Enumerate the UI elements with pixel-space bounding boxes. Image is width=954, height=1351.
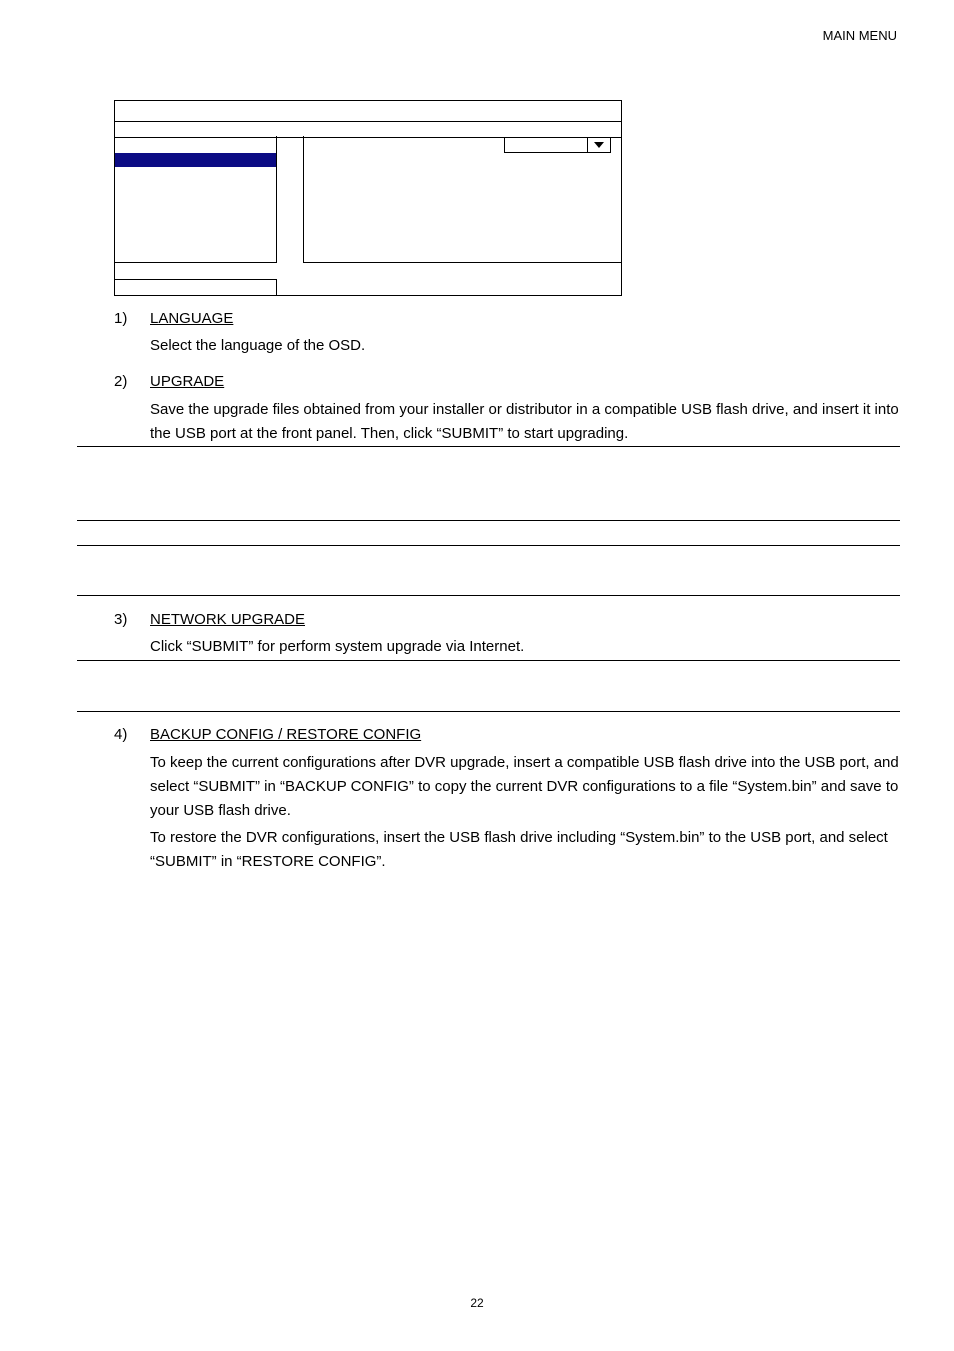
language-dropdown[interactable] [504, 137, 611, 153]
chevron-down-icon [594, 142, 604, 148]
page-number: 22 [470, 1296, 484, 1310]
divider-line [77, 520, 900, 521]
divider-line [77, 545, 900, 546]
menu-content-panel [303, 136, 621, 263]
section-paragraph: Select the language of the OSD. [150, 337, 366, 354]
section-number: 2) [114, 373, 128, 390]
divider-line [77, 595, 900, 596]
section-heading-backup-restore-config: BACKUP CONFIG / RESTORE CONFIG [150, 726, 422, 743]
divider-line [77, 660, 900, 661]
dropdown-button[interactable] [587, 138, 610, 152]
section-heading-upgrade: UPGRADE [150, 373, 225, 390]
menu-screenshot-frame [114, 100, 622, 296]
sidebar-selected-item [115, 153, 276, 167]
section-paragraph: To keep the current configurations after DVR upgrade, insert a compatible USB flash drive into the USB port, and select “SUBMIT” in “BACKUP CONFIG” to copy the current DVR configurations to a file “System.bin” and save to your USB flash drive. [150, 754, 899, 819]
menu-bottom-bar [115, 279, 277, 295]
section-number: 4) [114, 726, 128, 743]
divider-line [77, 711, 900, 712]
section-paragraph: To restore the DVR configurations, insert the USB flash drive including “System.bin” to the USB port, and select “SUBMIT” in “RESTORE CONFIG”. [150, 829, 888, 870]
section-heading-language: LANGUAGE [150, 310, 234, 327]
section-paragraph: Save the upgrade files obtained from your installer or distributor in a compatible USB flash drive, and insert it into the USB port at the front panel. Then, click “SUBMIT” to start upgrading. [150, 401, 899, 442]
section-paragraph: Click “SUBMIT” for perform system upgrade via Internet. [150, 638, 525, 655]
section-number: 1) [114, 310, 128, 327]
section-number: 3) [114, 611, 128, 628]
section-heading-network-upgrade: NETWORK UPGRADE [150, 611, 306, 628]
divider-line [77, 446, 900, 447]
menu-sidebar-list [115, 136, 277, 263]
page-header-title: MAIN MENU [822, 28, 897, 43]
